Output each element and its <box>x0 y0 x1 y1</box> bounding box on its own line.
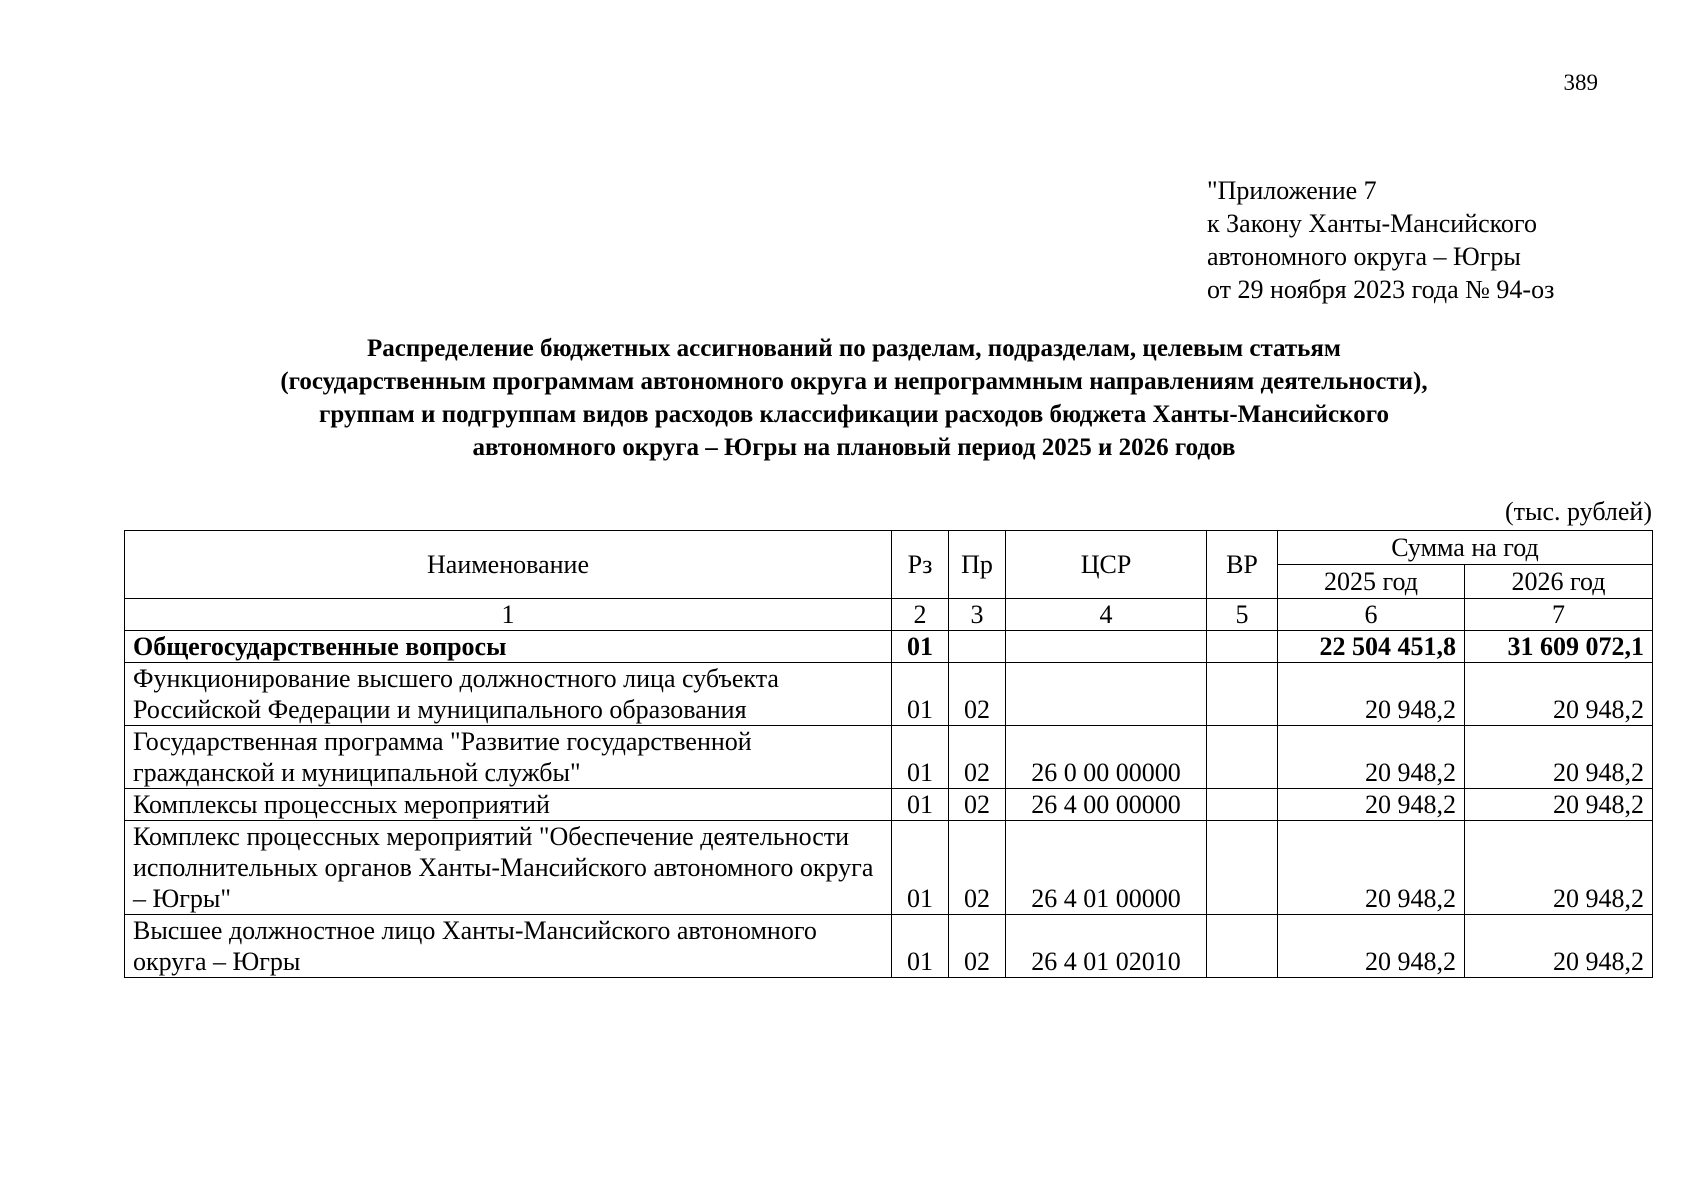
row-sum-2025: 20 948,2 <box>1278 726 1465 789</box>
row-rz: 01 <box>892 631 949 663</box>
column-number: 5 <box>1207 599 1278 631</box>
header-name: Наименование <box>125 531 892 599</box>
row-csr: 26 4 01 00000 <box>1006 821 1207 915</box>
budget-table <box>124 530 1653 978</box>
row-pr: 02 <box>949 789 1006 821</box>
header-2026: 2026 год <box>1465 565 1653 599</box>
appendix-line-1: "Приложение 7 <box>1207 176 1377 205</box>
row-rz: 01 <box>892 726 949 789</box>
appendix-line-3: автономного округа – Югры <box>1207 242 1521 271</box>
row-csr <box>1006 631 1207 663</box>
row-vr <box>1207 915 1278 978</box>
table-row <box>125 663 1653 726</box>
column-number: 2 <box>892 599 949 631</box>
header-pr: Пр <box>949 531 1006 599</box>
column-number: 7 <box>1465 599 1653 631</box>
row-sum-2026: 20 948,2 <box>1465 915 1653 978</box>
row-pr: 02 <box>949 915 1006 978</box>
table-row <box>125 915 1653 978</box>
row-csr <box>1006 663 1207 726</box>
page-number: 389 <box>1563 70 1598 95</box>
row-name: Государственная программа "Развитие государственной гражданской и муниципальной службы" <box>125 726 892 789</box>
row-sum-2026: 20 948,2 <box>1465 789 1653 821</box>
row-vr <box>1207 789 1278 821</box>
header-rz: Рз <box>892 531 949 599</box>
column-number: 4 <box>1006 599 1207 631</box>
column-number: 6 <box>1278 599 1465 631</box>
row-name: Высшее должностное лицо Ханты-Мансийского автономного округа – Югры <box>125 915 892 978</box>
row-rz: 01 <box>892 821 949 915</box>
row-csr: 26 0 00 00000 <box>1006 726 1207 789</box>
row-sum-2026: 20 948,2 <box>1465 821 1653 915</box>
row-sum-2025: 20 948,2 <box>1278 789 1465 821</box>
table-row <box>125 726 1653 789</box>
row-sum-2025: 20 948,2 <box>1278 663 1465 726</box>
column-number: 3 <box>949 599 1006 631</box>
row-csr: 26 4 00 00000 <box>1006 789 1207 821</box>
row-sum-2025: 22 504 451,8 <box>1278 631 1465 663</box>
row-name: Общегосударственные вопросы <box>125 631 892 663</box>
row-rz: 01 <box>892 663 949 726</box>
table-row <box>125 789 1653 821</box>
title-line-4: автономного округа – Югры на плановый период 2025 и 2026 годов <box>472 434 1236 461</box>
row-name: Комплексы процессных мероприятий <box>125 789 892 821</box>
table-row <box>125 821 1653 915</box>
table-row <box>125 631 1653 663</box>
header-2025: 2025 год <box>1278 565 1465 599</box>
appendix-line-2: к Закону Ханты-Мансийского <box>1207 209 1537 238</box>
column-number: 1 <box>125 599 892 631</box>
header-sum: Сумма на год <box>1278 531 1653 565</box>
row-vr <box>1207 821 1278 915</box>
header-vr: ВР <box>1207 531 1278 599</box>
row-vr <box>1207 663 1278 726</box>
row-name: Комплекс процессных мероприятий "Обеспечение деятельности исполнительных органов Ханты-Мансийского автономного округа – Югры" <box>125 821 892 915</box>
units-note: (тыс. рублей) <box>1504 497 1652 526</box>
row-csr: 26 4 01 02010 <box>1006 915 1207 978</box>
title-line-1: Распределение бюджетных ассигнований по разделам, подразделам, целевым статьям <box>367 335 1341 362</box>
appendix-reference <box>1207 174 1554 306</box>
row-vr <box>1207 631 1278 663</box>
row-rz: 01 <box>892 915 949 978</box>
row-pr: 02 <box>949 663 1006 726</box>
row-sum-2025: 20 948,2 <box>1278 915 1465 978</box>
title-line-2: (государственным программам автономного округа и непрограммным направлениям деятельности), <box>280 368 1428 395</box>
row-pr <box>949 631 1006 663</box>
row-name: Функционирование высшего должностного лица субъекта Российской Федерации и муниципального образования <box>125 663 892 726</box>
appendix-line-4: от 29 ноября 2023 года № 94-оз <box>1207 275 1555 304</box>
column-numbers-row <box>125 599 1653 631</box>
row-sum-2025: 20 948,2 <box>1278 821 1465 915</box>
row-sum-2026: 20 948,2 <box>1465 663 1653 726</box>
document-title <box>124 332 1584 464</box>
title-line-3: группам и подгруппам видов расходов классификации расходов бюджета Ханты-Мансийского <box>319 401 1389 428</box>
header-csr: ЦСР <box>1006 531 1207 599</box>
row-sum-2026: 31 609 072,1 <box>1465 631 1653 663</box>
row-pr: 02 <box>949 726 1006 789</box>
row-rz: 01 <box>892 789 949 821</box>
row-pr: 02 <box>949 821 1006 915</box>
row-sum-2026: 20 948,2 <box>1465 726 1653 789</box>
row-vr <box>1207 726 1278 789</box>
